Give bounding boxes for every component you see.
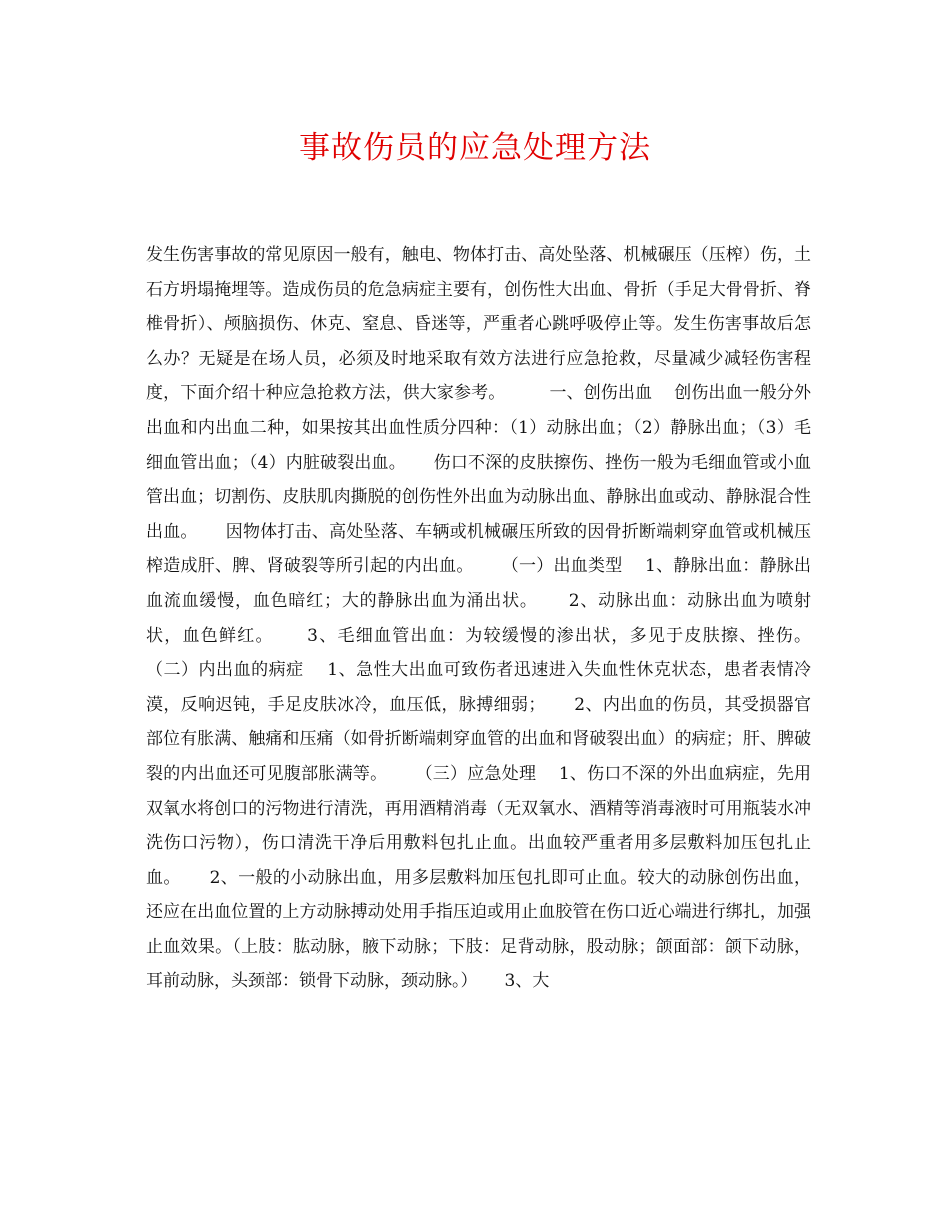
page-title: 事故伤员的应急处理方法: [299, 130, 651, 166]
body-paragraph: 发生伤害事故的常见原因一般有，触电、物体打击、高处坠落、机械碾压（压榨）伤，土石方坍塌掩埋等。造成伤员的危急病症主要有，创伤性大出血、骨折（手足大骨骨折、脊椎骨折）、颅脑损伤、休克、窒息、昏迷等，严重者心跳呼吸停止等。发生伤害事故后怎么办？无疑是在场人员，必须及时地采取有效方法进行应急抢救，尽量减少减轻伤害程度，下面介绍十种应急抢救方法，供大家参考。 一、创伤出血 创伤出血一般分外出血和内出血二种，如果按其出血性质分四种：（1）动脉出血；（2）静脉出血；（3）毛细血管出血；（4）内脏破裂出血。 伤口不深的皮肤擦伤、挫伤一般为毛细血管或小血管出血；切割伤、皮肤肌肉撕脱的创伤性外出血为动脉出血、静脉出血或动、静脉混合性出血。 因物体打击、高处坠落、车辆或机械碾压所致的因骨折断端刺穿血管或机械压榨造成肝、脾、肾破裂等所引起的内出血。 （一）出血类型 1、静脉出血：静脉出血流血缓慢，血色暗红；大的静脉出血为涌出状。 2、动脉出血：动脉出血为喷射状，血色鲜红。 3、毛细血管出血：为较缓慢的渗出状，多见于皮肤擦、挫伤。 （二）内出血的病症 1、急性大出血可致伤者迅速进入失血性休克状态，患者表情冷漠，反响迟钝，手足皮肤冰冷，血压低，脉搏细弱； 2、内出血的伤员，其受损器官部位有胀满、触痛和压痛（如骨折断端刺穿血管的出血和肾破裂出血）的病症；肝、脾破裂的内出血还可见腹部胀满等。 （三）应急处理 1、伤口不深的外出血病症，先用双氧水将创口的污物进行清洗，再用酒精消毒（无双氧水、酒精等消毒液时可用瓶装水冲洗伤口污物），伤口清洗干净后用敷料包扎止血。出血较严重者用多层敷料加压包扎止血。 2、一般的小动脉出血，用多层敷料加压包扎即可止血。较大的动脉创伤出血，还应在出血位置的上方动脉搏动处用手指压迫或用止血胶管在伤口近心端进行绑扎，加强止血效果。（上肢：肱动脉，腋下动脉；下肢：足背动脉，股动脉；颌面部：颌下动脉，耳前动脉，头颈部：锁骨下动脉，颈动脉。） 3、大: [146, 245, 839, 992]
